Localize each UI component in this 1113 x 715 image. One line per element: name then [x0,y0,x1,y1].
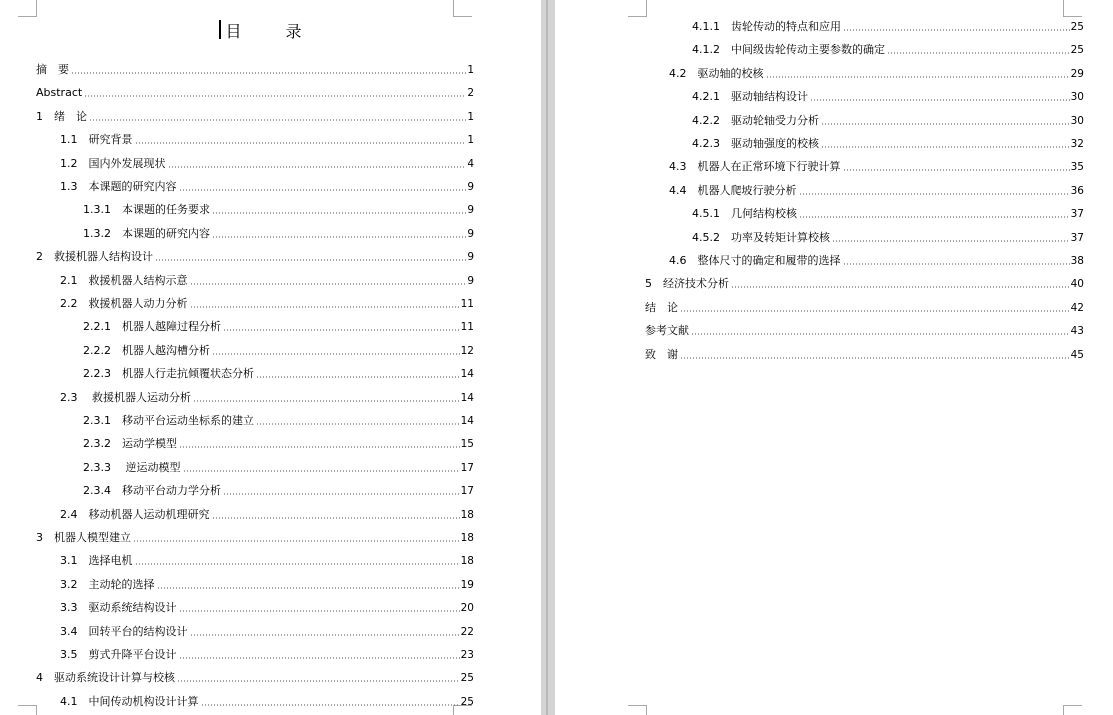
toc-dot-leader [799,216,1070,218]
toc-entry[interactable] [692,41,1084,57]
toc-entry-page-number: 25 [1070,44,1084,57]
toc-entry-page-number: 11 [460,321,474,334]
toc-entry-page-number: 38 [1070,255,1084,267]
toc-entry-title: 4.2.1 驱动轴结构设计 [692,90,808,104]
toc-entry-page-number: 9 [467,227,474,240]
toc-entry-title: 4.1.1 齿轮传动的特点和应用 [692,20,841,33]
toc-dot-leader [212,353,460,355]
toc-entry[interactable] [36,108,474,124]
toc-entry-title: 2.4 移动机器人运动机理研究 [60,507,210,521]
toc-entry-title: 2.3.4 移动平台动力学分析 [83,484,221,498]
toc-entry[interactable] [36,248,474,264]
page-corner-mark [18,705,37,715]
toc-entry-title: 4.4 机器人爬坡行驶分析 [669,183,797,197]
toc-entry-title: 3.3 驱动系统结构设计 [60,601,177,615]
toc-entry-page-number: 19 [460,578,474,591]
toc-entry[interactable] [36,61,474,77]
toc-entry-title: 3.4 回转平台的结构设计 [60,624,188,638]
toc-dot-leader [179,657,460,659]
toc-entry-title: 5 经济技术分析 [645,277,729,291]
page-right[interactable] [555,0,1113,715]
toc-entry-page-number: 32 [1070,138,1084,150]
toc-dot-leader [201,704,460,706]
toc-entry[interactable] [60,295,474,311]
toc-dot-leader [256,423,460,425]
toc-entry[interactable] [645,346,1084,362]
toc-entry-page-number: 25 [460,672,474,685]
toc-dot-leader [193,400,460,402]
toc-entry-page-number: 25 [1070,21,1084,33]
toc-entry-page-number: 15 [460,438,474,451]
toc-entry-title: 4 驱动系统设计计算与校核 [36,671,175,685]
toc-entry-page-number: 23 [460,649,474,661]
toc-entry-title: 2.3.3 逆运动模型 [83,460,181,474]
toc-entry-page-number: 42 [1070,301,1084,314]
toc-entry-page-number: 25 [460,695,474,708]
toc-dot-leader [256,376,460,378]
page-corner-mark [628,0,647,17]
toc-entry-page-number: 18 [460,555,474,568]
toc-dot-leader [212,236,466,238]
gutter-divider [546,0,548,715]
toc-dot-leader [843,263,1070,265]
toc-entry-page-number: 1 [467,134,474,147]
toc-entry-page-number: 36 [1070,184,1084,197]
toc-dot-leader [84,95,466,97]
toc-entry-title: 4.2.3 驱动轴强度的校核 [692,137,819,150]
toc-entry-title: 2.3.1 移动平台运动坐标系的建立 [83,414,254,427]
toc-entry-title: 1.2 国内外发展现状 [60,156,166,170]
text-cursor [219,20,221,39]
toc-dot-leader [168,166,467,168]
toc-entry[interactable] [669,182,1084,198]
toc-entry-page-number: 17 [460,461,474,474]
toc-entry-page-number: 22 [460,625,474,638]
toc-dot-leader [179,189,467,191]
toc-entry-title: 3 机器人模型建立 [36,531,131,544]
toc-dot-leader [177,680,460,682]
toc-entry[interactable] [60,178,474,194]
toc-entry[interactable] [83,435,474,451]
toc-entry-page-number: 9 [467,274,474,287]
toc-dot-leader [223,493,460,495]
toc-entry-page-number: 1 [467,110,474,123]
toc-dot-leader [821,123,1070,125]
toc-entry-title: 1.1 研究背景 [60,133,133,147]
toc-entry-page-number: 30 [1070,91,1084,104]
toc-dot-leader [155,259,466,261]
toc-entry-page-number: 45 [1070,348,1084,361]
toc-dot-leader [887,52,1070,54]
toc-entry-title: 2.2 救援机器人动力分析 [60,297,188,310]
toc-entry[interactable] [60,646,474,662]
toc-dot-leader [832,240,1070,242]
toc-dot-leader [731,286,1070,288]
toc-title: 目 录 [225,22,316,41]
toc-entry-page-number: 11 [460,298,474,310]
toc-entry-title: 1.3.2 本课题的研究内容 [83,226,210,240]
page-corner-mark [628,705,647,715]
toc-entry-title: 4.1.2 中间级齿轮传动主要参数的确定 [692,43,885,57]
page-corner-mark [1063,0,1082,17]
toc-entry-title: 3.5 剪式升降平台设计 [60,648,177,661]
toc-entry[interactable] [36,84,474,100]
toc-entry-page-number: 9 [467,251,474,264]
toc-dot-leader [680,357,1070,359]
toc-entry-title: 2 救援机器人结构设计 [36,250,153,264]
toc-entry[interactable] [692,88,1084,104]
toc-entry-page-number: 17 [460,485,474,498]
toc-entry[interactable] [83,459,474,475]
toc-entry[interactable] [60,506,474,522]
toc-entry[interactable] [60,599,474,615]
toc-entry-page-number: 18 [460,508,474,521]
toc-entry-title: 1 绪 论 [36,109,87,123]
toc-entry-title: 4.5.2 功率及转矩计算校核 [692,230,830,244]
toc-entry-page-number: 4 [467,157,474,170]
toc-entry-title: 2.3.2 运动学模型 [83,437,177,451]
toc-entry-title: 结 论 [645,300,678,314]
toc-entry-page-number: 37 [1070,231,1084,244]
toc-entry[interactable] [692,18,1084,34]
toc-entry-title: 1.3.1 本课题的任务要求 [83,203,210,217]
toc-entry-title: 3.2 主动轮的选择 [60,577,155,591]
toc-entry-title: 2.2.1 机器人越障过程分析 [83,320,221,334]
toc-dot-leader [799,193,1070,195]
page-left[interactable] [0,0,541,715]
toc-entry-page-number: 35 [1070,161,1084,174]
toc-dot-leader [223,329,460,331]
toc-entry[interactable] [60,552,474,568]
toc-entry-page-number: 37 [1070,208,1084,221]
toc-entry-title: 4.5.1 几何结构校核 [692,207,797,221]
toc-entry-page-number: 20 [460,602,474,615]
toc-entry[interactable] [60,389,474,405]
toc-entry[interactable] [669,65,1084,81]
toc-dot-leader [766,76,1070,78]
toc-entry[interactable] [669,158,1084,174]
toc-entry[interactable] [83,365,474,381]
page-corner-mark [453,0,472,17]
toc-entry-page-number: 43 [1070,325,1084,338]
toc-dot-leader [157,587,460,589]
toc-entry-page-number: 1 [467,64,474,76]
toc-entry[interactable] [692,205,1084,221]
toc-entry-page-number: 40 [1070,278,1084,291]
toc-entry[interactable] [60,131,474,147]
toc-entry[interactable] [645,322,1084,338]
page-gutter [541,0,555,715]
toc-entry[interactable] [692,135,1084,151]
toc-entry-title: 2.3 救援机器人运动分析 [60,390,191,404]
toc-entry-page-number: 29 [1070,67,1084,80]
toc-entry[interactable] [60,155,474,171]
toc-entry[interactable] [60,272,474,288]
toc-dot-leader [190,306,460,308]
toc-dot-leader [179,610,460,612]
toc-entry-page-number: 2 [467,87,474,100]
toc-entry-page-number: 14 [460,368,474,381]
toc-entry-title: 4.6 整体尺寸的确定和履带的选择 [669,254,841,267]
toc-dot-leader [89,119,466,121]
toc-entry[interactable] [83,318,474,334]
toc-entry-page-number: 30 [1070,114,1084,127]
toc-dot-leader [190,634,460,636]
toc-entry-title: 1.3 本课题的研究内容 [60,180,177,193]
toc-entry-page-number: 14 [460,415,474,427]
toc-entry[interactable] [83,342,474,358]
toc-entry[interactable] [36,669,474,685]
toc-entry-title: 4.3 机器人在正常环境下行驶计算 [669,160,841,174]
toc-dot-leader [680,310,1070,312]
toc-entry-title: Abstract [36,86,83,100]
toc-entry[interactable] [36,529,474,545]
toc-entry-title: 摘 要 [36,63,69,76]
toc-entry[interactable] [645,275,1084,291]
toc-entry-title: 4.2 驱动轴的校核 [669,66,764,80]
toc-dot-leader [843,169,1070,171]
toc-entry[interactable] [692,112,1084,128]
toc-dot-leader [190,283,467,285]
page-corner-mark [1063,705,1082,715]
toc-dot-leader [691,333,1070,335]
toc-dot-leader [135,563,460,565]
toc-entry[interactable] [83,482,474,498]
toc-dot-leader [183,470,460,472]
toc-entry[interactable] [645,299,1084,315]
toc-entry[interactable] [60,693,474,709]
toc-dot-leader [133,540,460,542]
toc-entry-page-number: 9 [467,181,474,193]
toc-entry[interactable] [60,576,474,592]
toc-dot-leader [821,146,1070,148]
toc-entry[interactable] [669,252,1084,268]
toc-dot-leader [212,517,460,519]
toc-entry-title: 2.2.2 机器人越沟槽分析 [83,343,210,357]
toc-dot-leader [212,212,466,214]
toc-dot-leader [179,446,460,448]
toc-dot-leader [810,99,1070,101]
toc-dot-leader [71,72,466,74]
toc-entry-title: 参考文献 [645,324,689,338]
page-corner-mark [18,0,37,17]
toc-dot-leader [843,29,1070,31]
toc-entry-title: 4.1 中间传动机构设计计算 [60,694,199,708]
toc-entry-title: 2.2.3 机器人行走抗倾覆状态分析 [83,367,254,381]
toc-entry-title: 3.1 选择电机 [60,554,133,568]
toc-entry-page-number: 12 [460,344,474,357]
toc-entry[interactable] [692,229,1084,245]
toc-entry-title: 4.2.2 驱动轮轴受力分析 [692,113,819,127]
toc-entry-title: 2.1 救援机器人结构示意 [60,273,188,287]
toc-entry[interactable] [83,225,474,241]
toc-entry-page-number: 14 [460,391,474,404]
toc-entry-title: 致 谢 [645,347,678,361]
toc-dot-leader [135,142,467,144]
toc-entry[interactable] [83,412,474,428]
toc-entry[interactable] [60,623,474,639]
toc-entry[interactable] [83,201,474,217]
toc-entry-page-number: 18 [460,532,474,544]
toc-entry-page-number: 9 [467,204,474,217]
